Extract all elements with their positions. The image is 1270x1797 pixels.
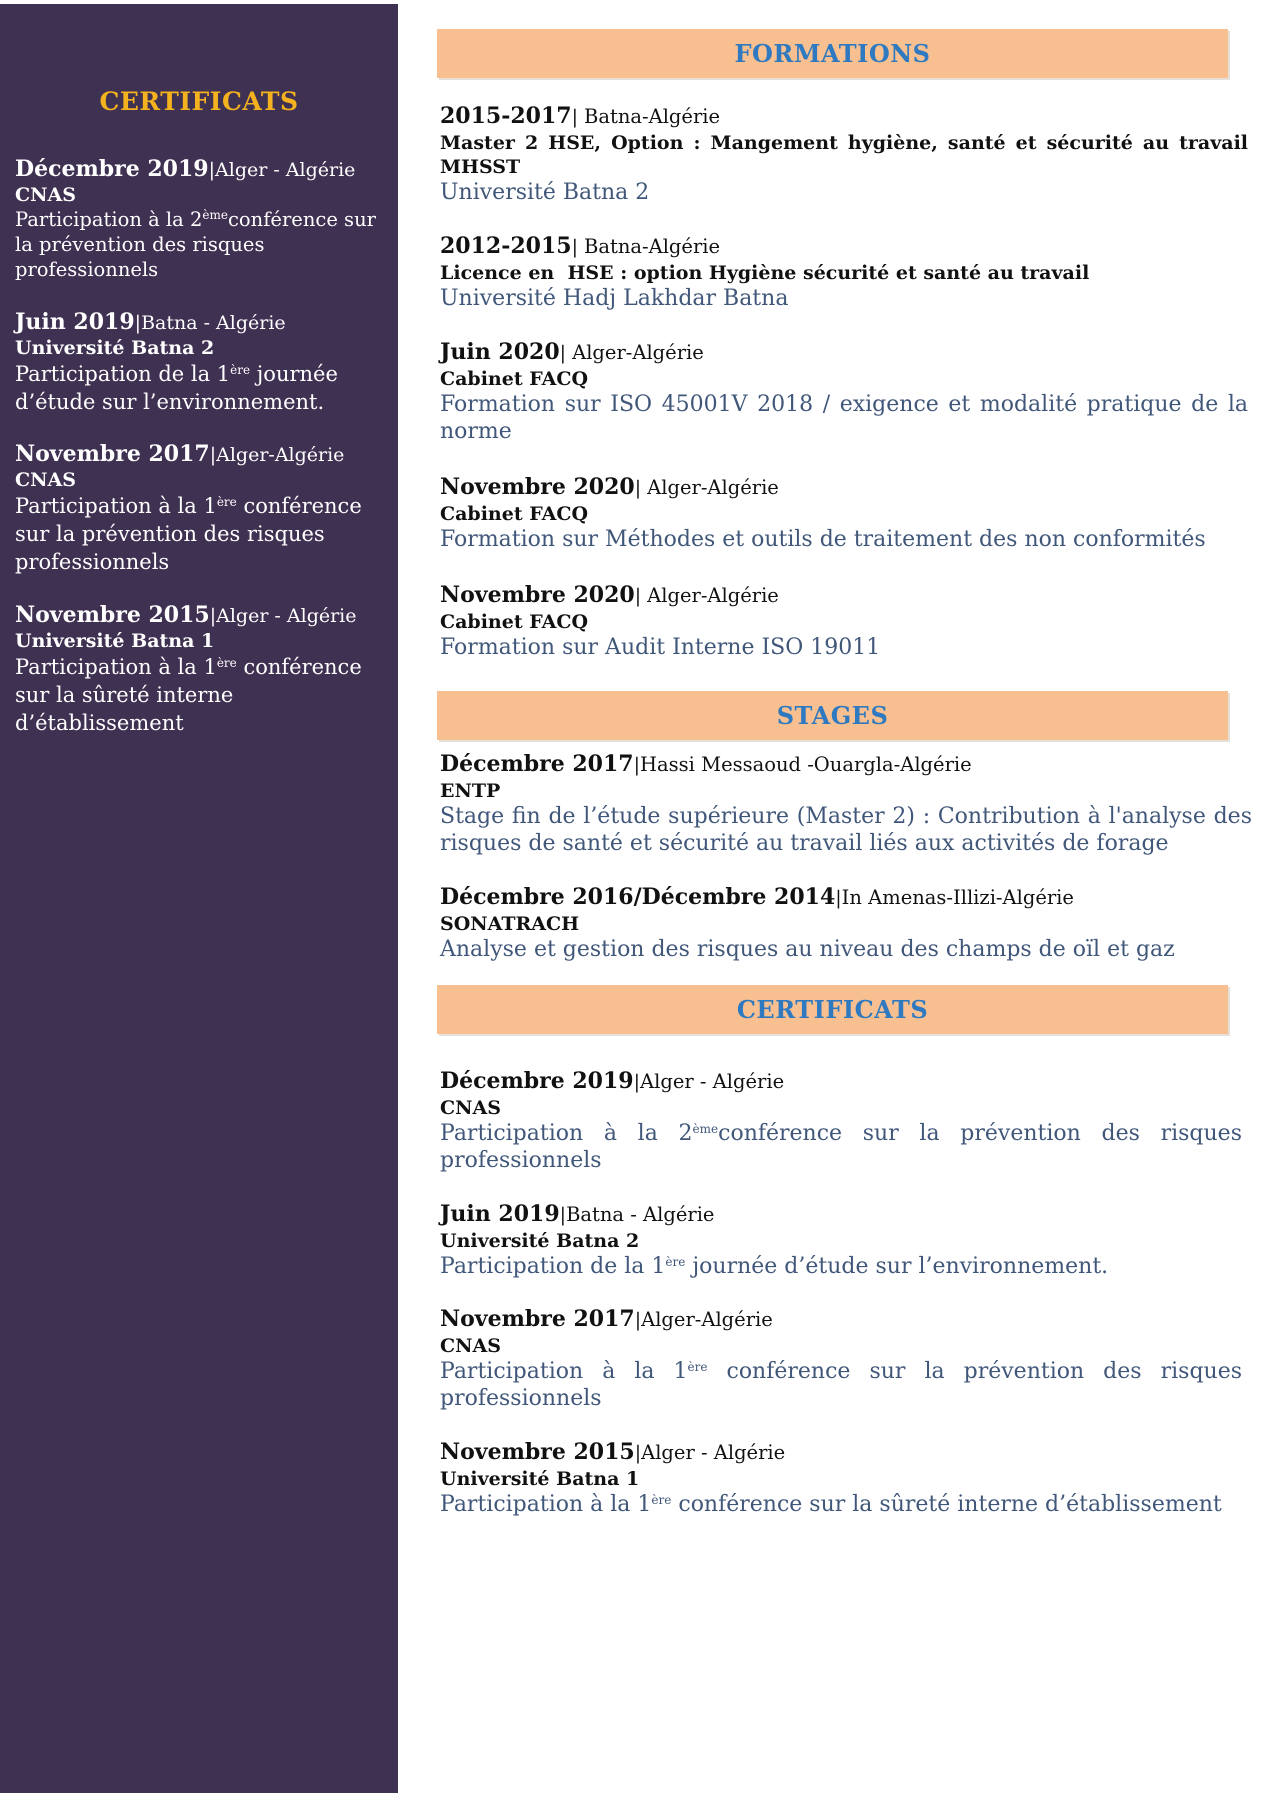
entry-date: Décembre 2017	[440, 751, 634, 777]
entry-separator: |	[209, 444, 217, 466]
entry-date: Juin 2019	[440, 1201, 560, 1227]
entry-description: Formation sur Audit Interne ISO 19011	[440, 635, 881, 660]
entry-date: Juin 2020	[440, 339, 560, 365]
entry-date: Juin 2019	[15, 309, 135, 335]
entry-place: Alger - Algérie	[641, 1441, 786, 1464]
entry-date: Décembre 2016/Décembre 2014	[440, 884, 836, 910]
entry-description: Participation à la 1ère conférence sur la sûreté interne d’établissement	[15, 655, 362, 735]
entry-description: Participation de la 1ère journée d’étude sur l’environnement.	[440, 1254, 1109, 1279]
entry-organization: Université Batna 2	[440, 1230, 640, 1252]
entry-place: Alger - Algérie	[640, 1070, 785, 1093]
entry-place: Batna - Algérie	[141, 312, 286, 334]
entry-place: Alger-Algérie	[647, 476, 779, 499]
entry-date: Novembre 2015	[440, 1439, 635, 1465]
entry-description: Participation à la 1ère conférence sur la prévention des risques professionnels	[15, 494, 362, 574]
formation-entry	[440, 338, 1252, 445]
entry-organization: Université Batna 1	[15, 630, 215, 652]
entry-place: Alger - Algérie	[215, 159, 356, 181]
entry-separator: |	[559, 342, 573, 364]
entry-description: Participation de la 1ère journée d’étude sur l’environnement.	[15, 362, 338, 414]
entry-place: In Amenas-Illizi-Algérie	[841, 886, 1074, 909]
formations-section-header: FORMATIONS	[437, 29, 1228, 78]
entry-degree: Licence en HSE : option Hygiène sécurité et santé au travail	[440, 262, 1090, 284]
sidebar-certificate-entry	[15, 155, 387, 282]
entry-separator: |	[571, 236, 585, 258]
entry-description: Participation à la 1ère conférence sur la prévention des risques professionnels	[440, 1359, 1243, 1411]
entry-degree: Master 2 HSE, Option : Mangement hygiène, santé et sécurité au travail MHSST	[440, 132, 1248, 178]
formation-entry	[440, 232, 1252, 312]
entry-description: Participation à la 2èmeconférence sur la prévention des risques professionnels	[440, 1121, 1242, 1173]
sidebar-title: CERTIFICATS	[99, 87, 299, 116]
entry-date: Décembre 2019	[15, 156, 209, 182]
entry-separator: |	[634, 1309, 642, 1331]
entry-organization: CNAS	[440, 1097, 501, 1119]
entry-separator: |	[634, 1442, 642, 1464]
entry-description: Stage fin de l’étude supérieure (Master 2) : Contribution à l'analyse des risques de santé et sécurité au travail liés aux activités de forage	[440, 804, 1252, 856]
certificate-entry	[440, 1067, 1252, 1174]
entry-description: Analyse et gestion des risques au niveau des champs de oïl et gaz	[440, 937, 1175, 962]
entry-separator: |	[209, 605, 217, 627]
entry-description: Participation à la 2èmeconférence sur la prévention des risques professionnels	[15, 208, 376, 281]
entry-organization: CNAS	[440, 1335, 501, 1357]
certificate-entry	[440, 1438, 1252, 1518]
entry-date: Novembre 2017	[440, 1306, 635, 1332]
stage-entry	[440, 883, 1252, 963]
entry-place: Alger-Algérie	[216, 444, 345, 466]
entry-description: Participation à la 1ère conférence sur la sûreté interne d’établissement	[440, 1492, 1222, 1517]
entry-date: 2015-2017	[440, 103, 572, 129]
sidebar-certificate-entry	[15, 440, 387, 576]
entry-place: Alger-Algérie	[572, 341, 704, 364]
entry-organization: Université Batna 1	[440, 1468, 640, 1490]
entry-separator: |	[134, 312, 142, 334]
entry-organization: CNAS	[15, 184, 76, 206]
entry-place: Alger - Algérie	[216, 605, 357, 627]
formation-entry	[440, 473, 1252, 553]
sidebar-certificate-entry	[15, 308, 387, 416]
entry-description: Formation sur Méthodes et outils de traitement des non conformités	[440, 527, 1206, 552]
entry-place: Alger-Algérie	[647, 584, 779, 607]
entry-organization: SONATRACH	[440, 913, 580, 935]
formation-entry	[440, 581, 1252, 661]
sidebar	[0, 4, 398, 1793]
entry-separator: |	[559, 1204, 567, 1226]
entry-separator: |	[571, 106, 585, 128]
entry-date: 2012-2015	[440, 233, 572, 259]
entry-organization: ENTP	[440, 780, 501, 802]
entry-university: Université Batna 2	[440, 180, 650, 205]
entry-date: Décembre 2019	[440, 1068, 634, 1094]
entry-place: Batna - Algérie	[566, 1203, 715, 1226]
entry-organization: CNAS	[15, 469, 76, 491]
stage-entry	[440, 750, 1252, 857]
entry-separator: |	[634, 477, 648, 499]
certificats-section-header: CERTIFICATS	[437, 985, 1228, 1034]
entry-place: Hassi Messaoud -Ouargla-Algérie	[640, 753, 972, 776]
entry-organization: Cabinet FACQ	[440, 503, 589, 525]
entry-place: Batna-Algérie	[584, 235, 721, 258]
certificate-entry	[440, 1200, 1252, 1280]
entry-date: Novembre 2020	[440, 582, 635, 608]
entry-description: Formation sur ISO 45001V 2018 / exigence et modalité pratique de la norme	[440, 392, 1248, 444]
stages-section-header: STAGES	[437, 691, 1228, 740]
entry-separator: |	[835, 887, 842, 909]
entry-separator: |	[634, 585, 648, 607]
entry-date: Novembre 2017	[15, 441, 210, 467]
entry-separator: |	[208, 159, 216, 181]
entry-date: Novembre 2015	[15, 602, 210, 628]
entry-place: Batna-Algérie	[584, 105, 721, 128]
entry-place: Alger-Algérie	[641, 1308, 773, 1331]
formation-entry	[440, 102, 1252, 206]
entry-separator: |	[633, 1071, 641, 1093]
entry-organization: Cabinet FACQ	[440, 611, 589, 633]
entry-organization: Université Batna 2	[15, 337, 215, 359]
sidebar-certificate-entry	[15, 601, 387, 737]
entry-date: Novembre 2020	[440, 474, 635, 500]
entry-separator: |	[633, 754, 641, 776]
certificate-entry	[440, 1305, 1252, 1412]
entry-organization: Cabinet FACQ	[440, 368, 589, 390]
entry-university: Université Hadj Lakhdar Batna	[440, 286, 789, 311]
